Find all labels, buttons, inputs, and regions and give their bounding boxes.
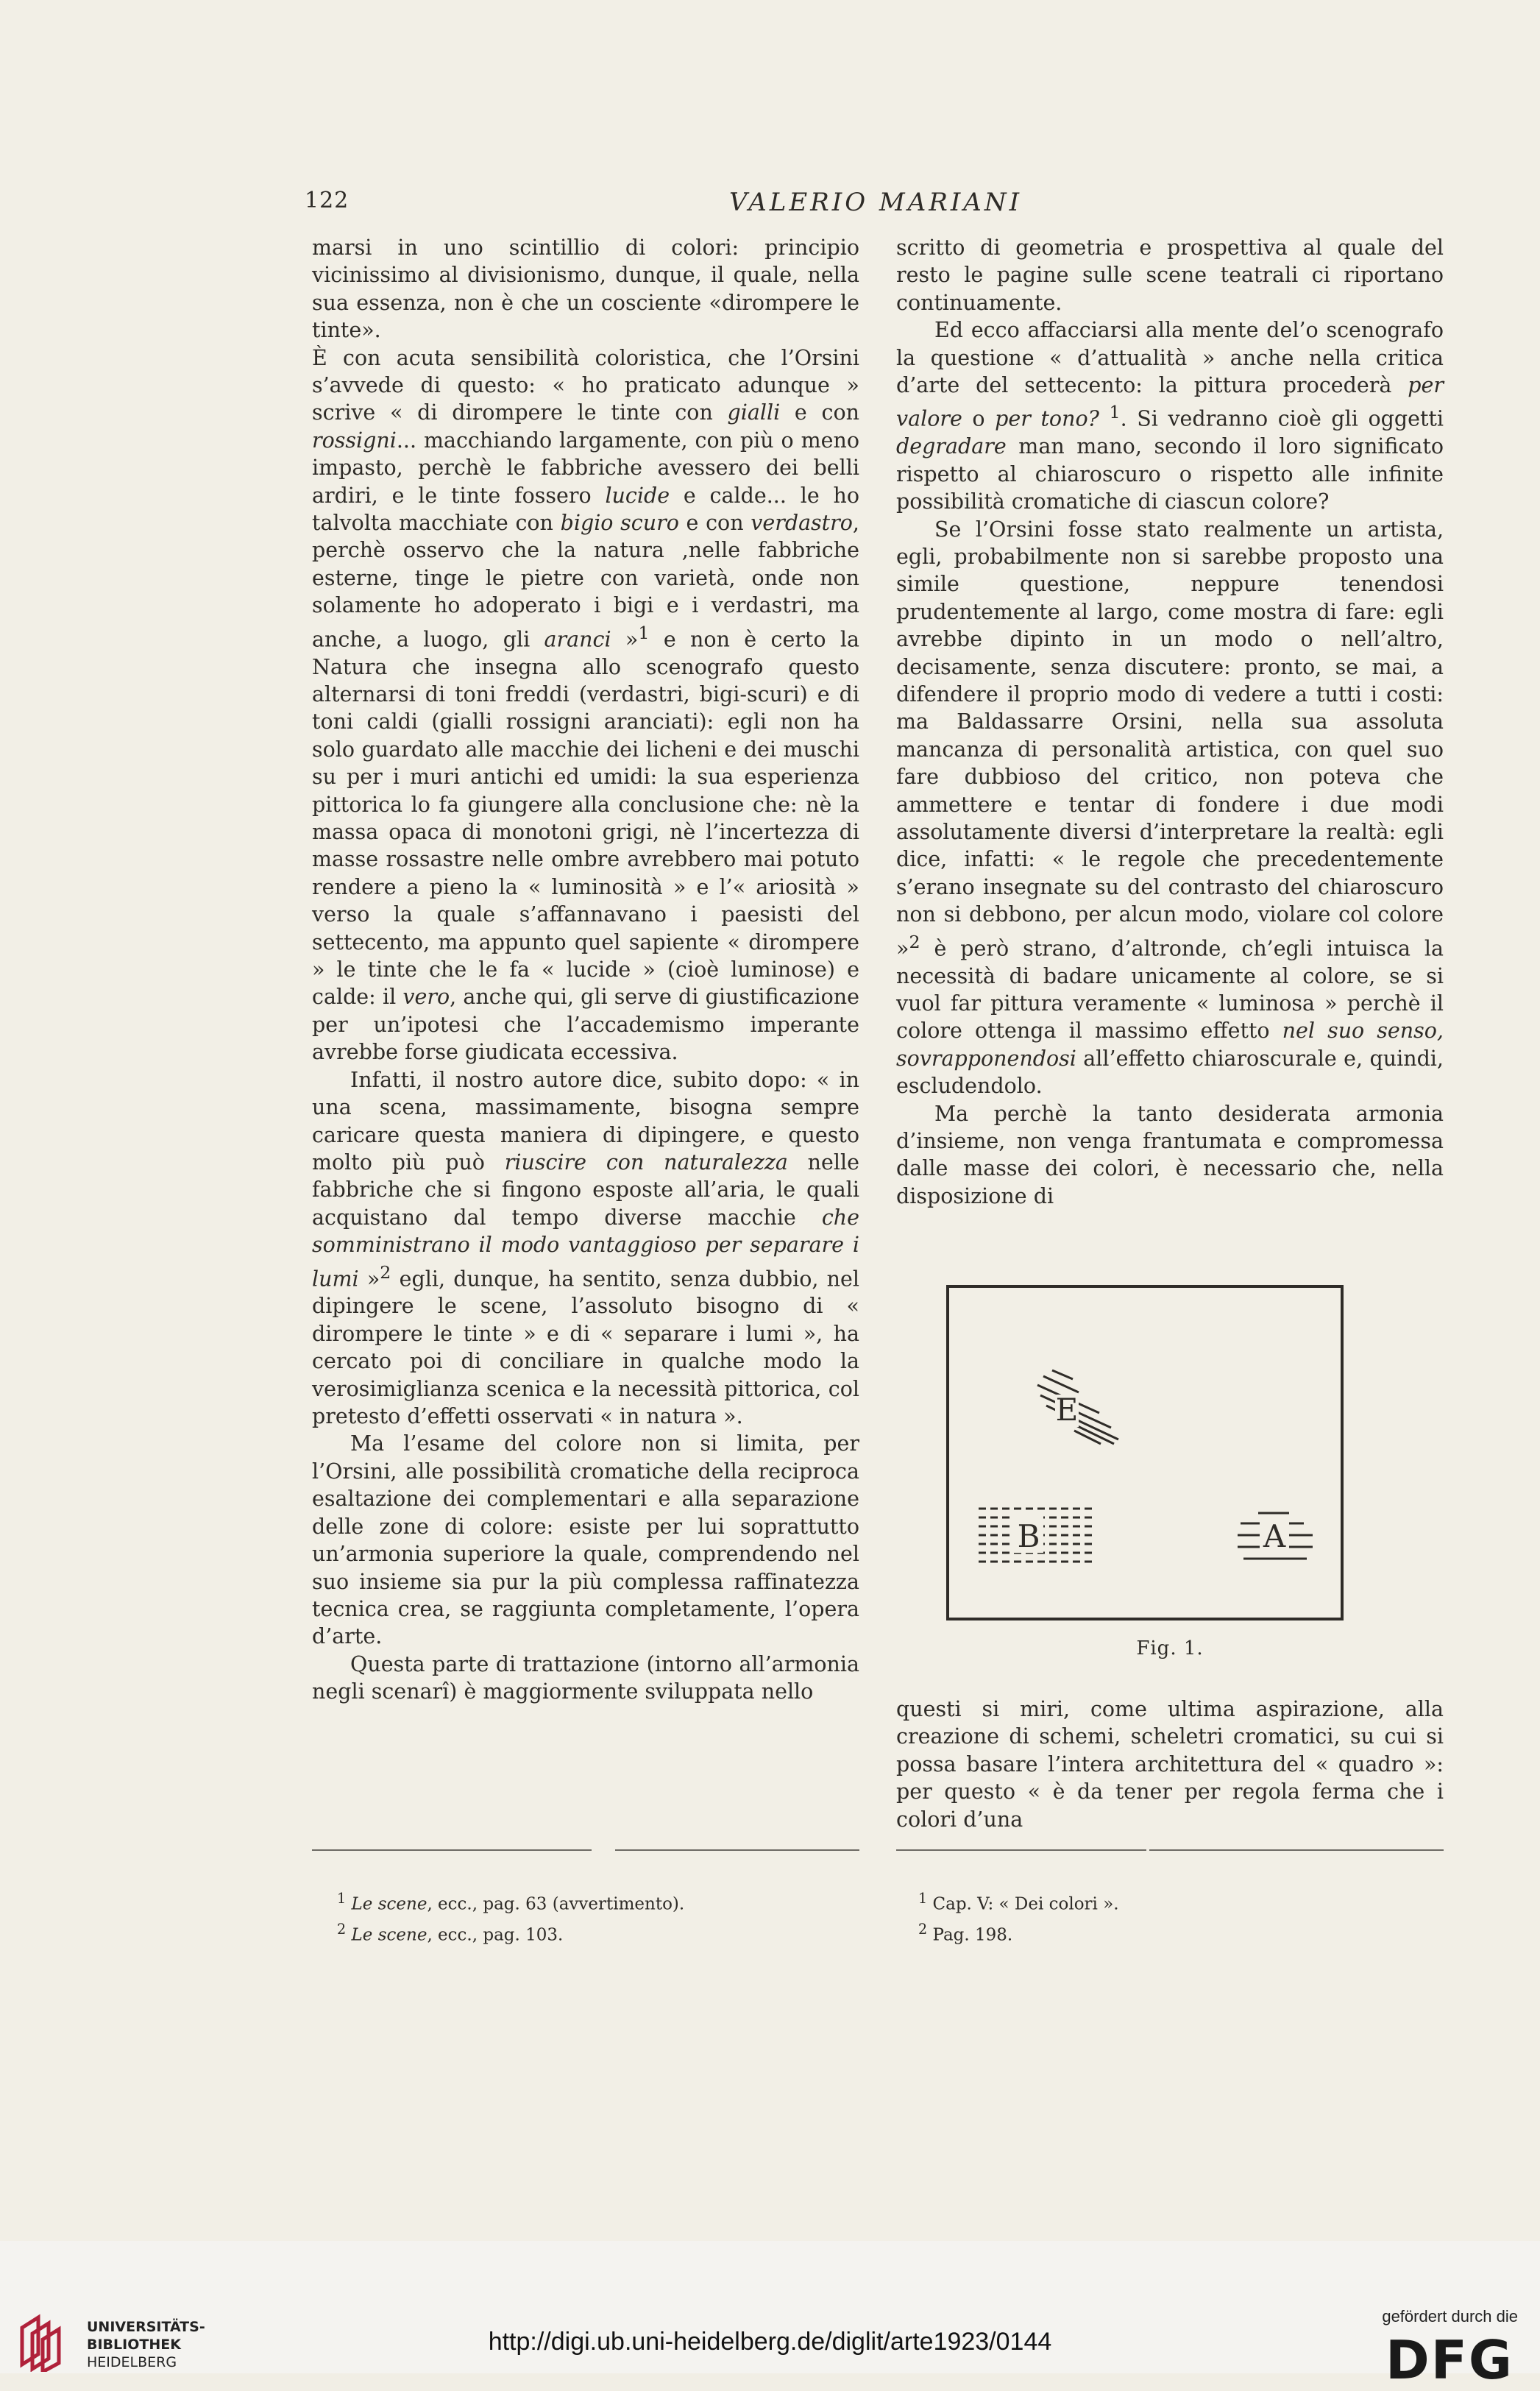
footnote-rule-left-1: [312, 1849, 592, 1851]
dfg-logo[interactable]: DFG: [1385, 2329, 1514, 2391]
right-text-column: [896, 234, 1444, 1210]
left-text-column: [312, 234, 859, 1706]
footnotes-right: [918, 1886, 1119, 1947]
library-line-1: UNIVERSITÄTS-: [87, 2319, 205, 2335]
library-line-3: HEIDELBERG: [87, 2354, 177, 2370]
footnote: $^1$ Cap. V: « Dei colori ».: [918, 1890, 1119, 1914]
footnotes-left: [337, 1886, 684, 1947]
figure-label-a: A: [1263, 1518, 1286, 1554]
footnote-rule-right-2: [1149, 1849, 1444, 1851]
footnote-rule-right-1: [896, 1849, 1146, 1851]
page-number: 122: [305, 188, 349, 213]
permalink-url[interactable]: http://digi.ub.uni-heidelberg.de/diglit/arte1923/0144: [488, 2328, 1052, 2356]
figure-caption: Fig. 1.: [1136, 1637, 1204, 1659]
right-text-column-continued: [896, 1696, 1444, 1833]
right-column-paragraph: Ma perchè la tanto desiderata armonia d’insieme, non venga frantumata e compromessa dalle masse dei colori, è necessario che, nella disposizione di: [896, 1101, 1444, 1208]
running-head: VALERIO MARIANI: [728, 188, 1023, 217]
left-column-paragraph: Ma l’esame del colore non si limita, per l’Orsini, alle possibilità cromatiche della reciproca esaltazione dei complementari e alla separazione delle zone di colore: esiste per lui soprattutto un’armonia superiore la quale, comprendendo nel suo insieme sia pur la più complessa raffinatezza tecnica crea, se raggiunta completamente, l’opera d’arte.: [312, 1431, 859, 1649]
right-column-paragraph: Ed ecco affacciarsi alla mente del’o scenografo la questione « d’attualità » anche nella critica d’arte del settecento: la pittura procederà per valore o per tono? $^1$. Si vedranno cioè gli oggetti degradare man mano, secondo il loro significato rispetto al chiaroscuro o rispetto alle infinite possibilità cromatiche di ciascun colore?: [896, 318, 1444, 514]
right-column-paragraph: Se l’Orsini fosse stato realmente un artista, egli, probabilmente non si sarebbe proposto una simile questione, neppure tenendosi prudentemente al largo, come mostra di fare: egli avrebbe dipinto in un modo o nell’altro, decisamente, senza discutere: pronto, se mai, a difendere il proprio modo di vedere a tutti i costi: ma Baldassarre Orsini, nella sua assoluta mancanza di personalità artistica, con quel suo fare dubbioso del critico, non poteva che ammettere e tentar di fondere i due modi assolutamente diversi d’interpretare la realtà: egli dice, infatti: « le regole che precedentemente s’erano insegnate su del contrasto del chiaroscuro non si debbono, per alcun modo, violare col colore »$^2$ è però strano, d’altronde, ch’egli intuisca la necessità di badare unicamente al colore, se si vuol far pittura veramente « luminosa » perchè il colore ottenga il massimo effetto nel suo senso, sovrapponendosi all’effetto chiaroscurale e, quindi, escludendolo.: [896, 517, 1444, 1099]
page-header: [305, 188, 1447, 224]
figure-1-drawing: [949, 1288, 1341, 1618]
footnote: $^1$ Le scene, ecc., pag. 63 (avvertimento).: [337, 1890, 685, 1914]
footnote: $^2$ Le scene, ecc., pag. 103.: [337, 1920, 564, 1945]
left-column-paragraph: Infatti, il nostro autore dice, subito dopo: « in una scena, massimamente, bisogna sempre caricare questa maniera di dipingere, e questo molto più può riuscire con naturalezza nelle fabbriche che si fingono esposte all’aria, le quali acquistano dal tempo diverse macchie che somministrano il modo vantaggioso per separare i lumi »$^2$ egli, dunque, ha sentito, senza dubbio, nel dipingere le scene, l’assoluto bisogno di « dirompere le tinte » e di « separare i lumi », ha cercato poi di conciliare in qualche modo la verosimiglianza scenica e la necessità pittorica, col pretesto d’effetti osservati « in natura ».: [312, 1067, 859, 1429]
footnote-rule-left-2: [615, 1849, 859, 1851]
figure-label-e: E: [1055, 1392, 1079, 1428]
right-column-continued-paragraph: questi si miri, come ultima aspirazione, alla creazione di schemi, scheletri cromatici, su cui si possa basare l’intera architettura del « quadro »: per questo « è da tener per regola ferma che i colori d’una: [896, 1697, 1444, 1832]
left-column-paragraph: marsi in uno scintillio di colori: principio vicinissimo al divisionismo, dunque, il quale, nella sua essenza, non è che un cosciente «dirompere le tinte».: [312, 235, 859, 343]
footnote: $^2$ Pag. 198.: [918, 1920, 1013, 1945]
funder-label: gefördert durch die: [1382, 2307, 1518, 2326]
left-column-paragraph: Questa parte di trattazione (intorno all’armonia negli scenarî) è maggiormente sviluppata nello: [312, 1651, 859, 1704]
figure-1-diagram: [946, 1285, 1344, 1620]
library-line-2: BIBLIOTHEK: [87, 2337, 181, 2353]
left-column-paragraph: È con acuta sensibilità coloristica, che l’Orsini s’avvede di questo: « ho praticato adunque » scrive « di dirompere le tinte con gialli e con rossigni... macchiando largamente, con più o meno impasto, perchè le fabbriche avessero dei belli ardiri, e le tinte fossero lucide e calde... le ho talvolta macchiate con bigio scuro e con verdastro, perchè osservo che la natura ,nelle fabbriche esterne, tinge le pietre con varietà, onde non solamente ho adoperato i bigi e i verdastri, ma anche, a luogo, gli aranci »$^1$ e non è certo la Natura che insegna allo scenografo questo alternarsi di toni freddi (verdastri, bigi-scuri) e di toni caldi (gialli rossigni aranciati): egli non ha solo guardato alle macchie dei licheni e dei muschi su per i muri antichi ed umidi: la sua esperienza pittorica lo fa giungere alla conclusione che: nè la massa opaca di monotoni grigi, nè l’incertezza di masse rossastre nelle ombre avrebbero mai potuto rendere a pieno la « luminosità » e l’« ariosità » verso la quale s’affannavano i paesisti del settecento, ma appunto quel sapiente « dirompere » le tinte che le fa « lucide » (cioè luminose) e calde: il vero, anche qui, gli serve di giustificazione per un’ipotesi che l’accademismo imperante avrebbe forse giudicata eccessiva.: [312, 345, 859, 1065]
right-column-paragraph: scritto di geometria e prospettiva al quale del resto le pagine sulle scene teatrali ci riportano continuamente.: [896, 235, 1444, 315]
viewer-footer: [0, 2241, 1540, 2391]
figure-label-b: B: [1017, 1518, 1040, 1554]
